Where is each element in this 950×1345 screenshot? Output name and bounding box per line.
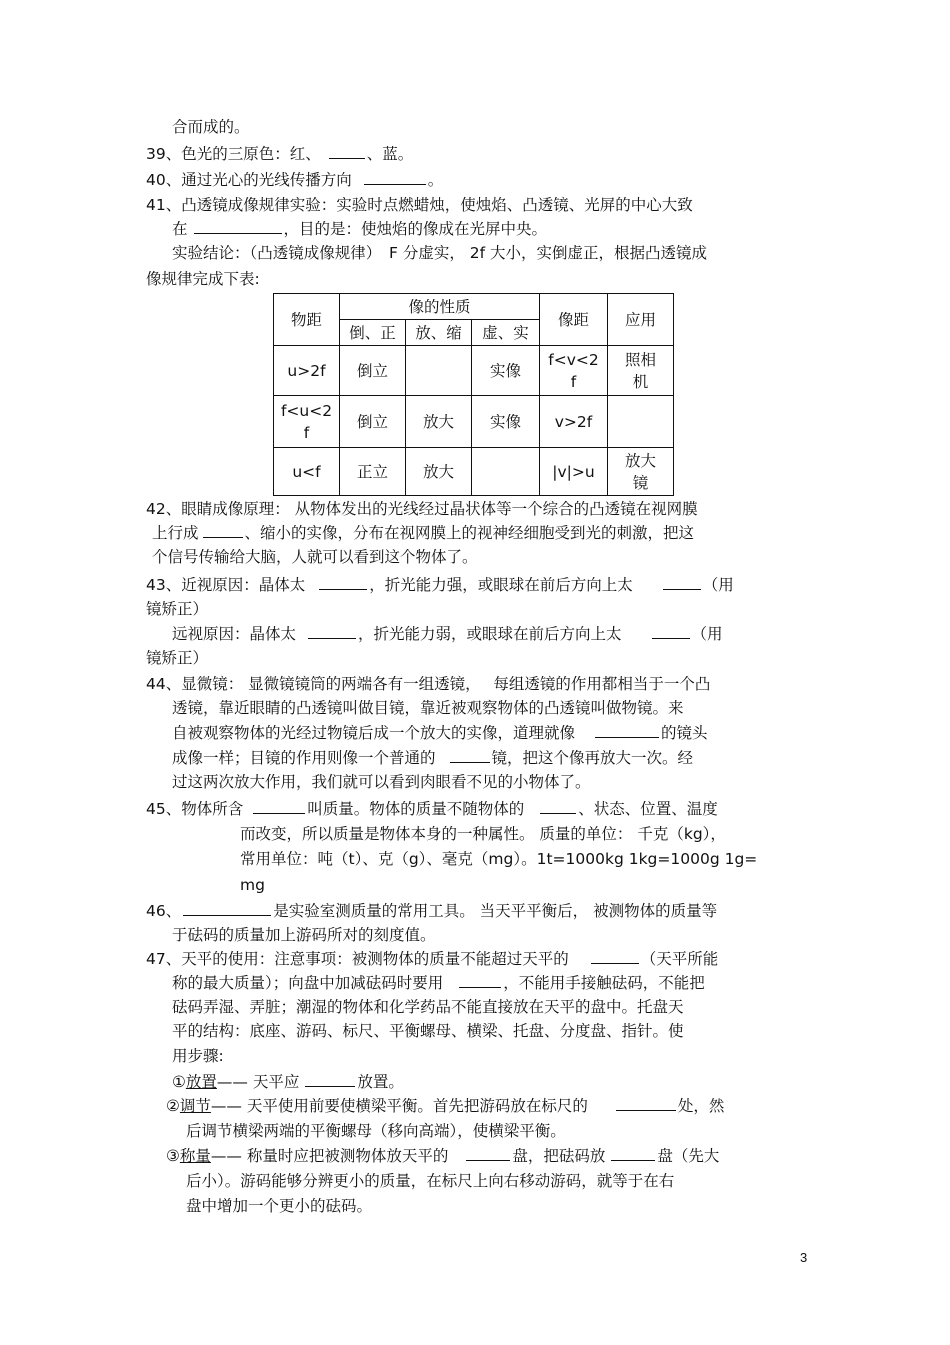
step-1: ①放置—— 天平应 放置。 bbox=[172, 1073, 404, 1091]
text-line: 个信号传输给大脑，人就可以看到这个物体了。 bbox=[152, 548, 478, 566]
blank[interactable] bbox=[540, 799, 576, 814]
text-line: mg bbox=[240, 876, 265, 894]
step-3: ③称量—— 称量时应把被测物体放天平的 盘，把砝码放 盘（先大 bbox=[166, 1147, 720, 1165]
blank[interactable] bbox=[459, 973, 501, 988]
text-line: 称的最大质量）；向盘中加减砝码时要用 ，不能用手接触砝码，不能把 bbox=[172, 974, 705, 992]
text-line: 盘中增加一个更小的砝码。 bbox=[186, 1197, 373, 1215]
cell: 放大 bbox=[406, 396, 472, 448]
cell: 倒立 bbox=[340, 346, 406, 396]
text-line: 用步骤: bbox=[172, 1047, 224, 1065]
blank[interactable] bbox=[364, 170, 426, 185]
item-46: 46、 是实验室测质量的常用工具。 当天平平衡后， 被测物体的质量等 bbox=[146, 902, 718, 920]
header-application: 应用 bbox=[608, 294, 674, 346]
blank[interactable] bbox=[450, 748, 490, 763]
cell: 放大 bbox=[406, 448, 472, 496]
blank[interactable] bbox=[616, 1096, 676, 1111]
cell: 倒立 bbox=[340, 396, 406, 448]
cell: u<f bbox=[274, 448, 340, 496]
text-line: 镜矫正） bbox=[146, 649, 209, 667]
cell: 正立 bbox=[340, 448, 406, 496]
cell bbox=[406, 346, 472, 396]
blank[interactable] bbox=[253, 799, 305, 814]
item-45: 45、物体所含 叫质量。物体的质量不随物体的 、状态、位置、温度 bbox=[146, 800, 718, 818]
text-line: 成像一样；目镜的作用则像一个普通的 镜，把这个像再放大一次。经 bbox=[172, 749, 694, 767]
text-line: 平的结构：底座、游码、标尺、平衡螺母、横梁、托盘、分度盘、指针。使 bbox=[172, 1022, 684, 1040]
text-line: 在 ，目的是：使烛焰的像成在光屏中央。 bbox=[172, 220, 548, 238]
text-line: 透镜，靠近眼睛的凸透镜叫做目镜，靠近被观察物体的凸透镜叫做物镜。来 bbox=[172, 699, 684, 717]
cell: f<v<2 f bbox=[540, 346, 608, 396]
text-line: 后调节横梁两端的平衡螺母（移向高端），使横梁平衡。 bbox=[186, 1122, 566, 1140]
item-47: 47、天平的使用：注意事项：被测物体的质量不能超过天平的 （天平所能 bbox=[146, 950, 719, 968]
blank[interactable] bbox=[194, 219, 282, 234]
item-42: 42、眼睛成像原理： 从物体发出的光线经过晶状体等一个综合的凸透镜在视网膜 bbox=[146, 500, 698, 518]
cell: 实像 bbox=[472, 396, 540, 448]
step-2: ②调节—— 天平使用前要使横梁平衡。首先把游码放在标尺的 处，然 bbox=[166, 1097, 725, 1115]
text-line: 像规律完成下表: bbox=[146, 270, 260, 288]
item-40: 40、通过光心的光线传播方向 。 bbox=[146, 171, 444, 189]
blank[interactable] bbox=[611, 1146, 655, 1161]
cell bbox=[472, 448, 540, 496]
text-line: 合而成的。 bbox=[172, 118, 250, 136]
cell: 照相 机 bbox=[608, 346, 674, 396]
header-image-distance: 像距 bbox=[540, 294, 608, 346]
subheader: 虚、实 bbox=[472, 320, 540, 346]
text-line: 后小）。游码能够分辨更小的质量，在标尺上向右移动游码，就等于在右 bbox=[186, 1172, 675, 1190]
item-39: 39、色光的三原色：红、 、蓝。 bbox=[146, 145, 414, 163]
subheader: 倒、正 bbox=[340, 320, 406, 346]
text-line: 而改变，所以质量是物体本身的一种属性。 质量的单位： 千克（kg）， bbox=[240, 825, 726, 843]
header-nature: 像的性质 bbox=[340, 294, 540, 320]
text-line: 常用单位：吨（t）、克（g）、毫克（mg）。1t=1000kg 1kg=1000g 1g= bbox=[240, 850, 758, 868]
text-line: 镜矫正） bbox=[146, 600, 209, 618]
blank[interactable] bbox=[308, 624, 356, 639]
text-line: 砝码弄湿、弄脏；潮湿的物体和化学药品不能直接放在天平的盘中。托盘天 bbox=[172, 998, 684, 1016]
blank[interactable] bbox=[466, 1146, 510, 1161]
text-line: 于砝码的质量加上游码所对的刻度值。 bbox=[172, 926, 436, 944]
cell: 放大 镜 bbox=[608, 448, 674, 496]
cell: f<u<2 f bbox=[274, 396, 340, 448]
blank[interactable] bbox=[591, 949, 639, 964]
cell: u>2f bbox=[274, 346, 340, 396]
text-line: 上行成 、缩小的实像，分布在视网膜上的视神经细胞受到光的刺激，把这 bbox=[152, 524, 695, 542]
text-line: 远视原因：晶体太 ，折光能力弱，或眼球在前后方向上太 （用 bbox=[172, 625, 723, 643]
blank[interactable] bbox=[183, 901, 271, 916]
blank[interactable] bbox=[203, 523, 243, 538]
item-41: 41、凸透镜成像规律实验：实验时点燃蜡烛，使烛焰、凸透镜、光屏的中心大致 bbox=[146, 196, 693, 214]
blank[interactable] bbox=[595, 723, 659, 738]
blank[interactable] bbox=[652, 624, 690, 639]
item-43: 43、近视原因：晶体太 ，折光能力强，或眼球在前后方向上太 （用 bbox=[146, 576, 734, 594]
cell: v>2f bbox=[540, 396, 608, 448]
blank[interactable] bbox=[329, 144, 365, 159]
header-distance: 物距 bbox=[274, 294, 340, 346]
text-line: 自被观察物体的光经过物镜后成一个放大的实像，道理就像 的镜头 bbox=[172, 724, 708, 742]
text-line: 过这两次放大作用，我们就可以看到肉眼看不见的小物体了。 bbox=[172, 773, 591, 791]
page-number: 3 bbox=[800, 1250, 808, 1265]
blank[interactable] bbox=[305, 1072, 355, 1087]
item-44: 44、显微镜： 显微镜镜筒的两端各有一组透镜， 每组透镜的作用都相当于一个凸 bbox=[146, 675, 711, 693]
cell bbox=[608, 396, 674, 448]
blank[interactable] bbox=[663, 575, 701, 590]
text-line: 实验结论：（凸透镜成像规律） F 分虚实， 2f 大小，实倒虚正，根据凸透镜成 bbox=[172, 244, 708, 262]
lens-imaging-table bbox=[273, 293, 674, 496]
cell: 实像 bbox=[472, 346, 540, 396]
subheader: 放、缩 bbox=[406, 320, 472, 346]
cell: |v|>u bbox=[540, 448, 608, 496]
blank[interactable] bbox=[319, 575, 367, 590]
